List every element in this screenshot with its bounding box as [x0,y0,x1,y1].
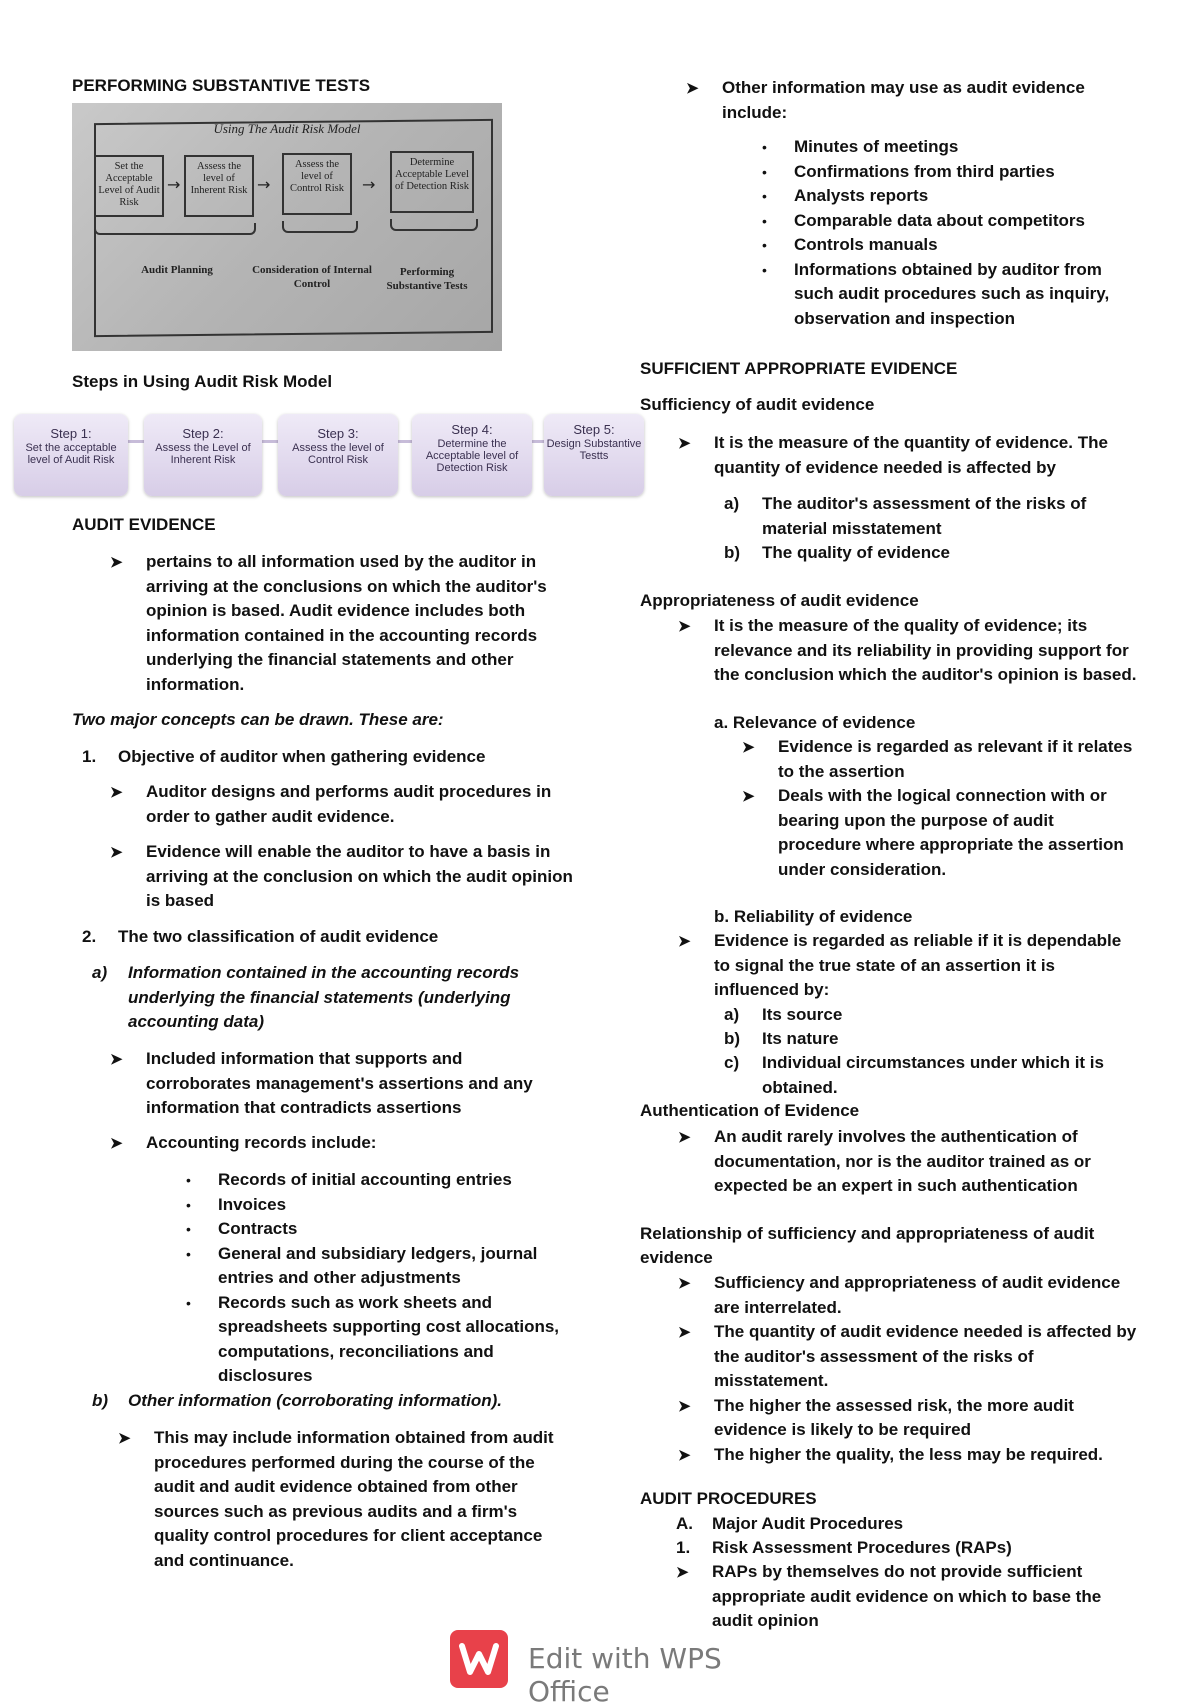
arrow-bullet-icon: ➤ [678,1446,691,1464]
figure-caption: Using The Audit Risk Model [213,121,361,136]
label-a: a) [92,963,108,982]
figure-label-internal-control: Consideration of Internal Control [252,264,372,290]
list-item: Sufficiency and appropriateness of audit evidence are interrelated. [714,1273,1121,1317]
list-item: General and subsidiary ledgers, journal entries and other adjustments [218,1243,538,1287]
relationship-points [678,1271,1148,1467]
authentication-point: ➤ An audit rarely involves the authentication of documentation, nor is the auditor trained as or expected be an expert in such authentication [678,1127,1091,1195]
relevance-point-2: ➤ Deals with the logical connection with or bearing upon the purpose of audit procedure where appropriate the assertion under consideration. [742,786,1124,879]
steps-title: Steps in Using Audit Risk Model [72,372,333,391]
arrow-bullet-icon: ➤ [110,784,123,801]
arrow-bullet-icon: ➤ [742,739,755,756]
list-item: Controls manuals [794,235,938,254]
section-sufficient-evidence: SUFFICIENT APPROPRIATE EVIDENCE [640,359,958,378]
figure-box-inherent-risk: Assess the level of Inherent Risk [184,155,254,217]
classification-a: Information contained in the accounting records underlying the financial statements (underlying accounting data) [128,963,520,1031]
accounting-records-list: • Records of initial accounting entries • Invoices • Contracts • General and subsidiary ledgers, journal entries and other adjustments • Records such as work sheets and spreadsheets supporting cost allocations, computations, reconciliations and disclosures [186,1168,586,1389]
list-item: Records such as work sheets and spreadsheets supporting cost allocations, computations, reconciliations and disclosures [218,1292,560,1385]
arrow-bullet-icon: ➤ [110,1051,123,1068]
sufficiency-title: Sufficiency of audit evidence [640,395,875,414]
major-procedures: Major Audit Procedures [712,1514,904,1533]
arrow-bullet-icon: ➤ [678,1129,691,1146]
list-item: Confirmations from third parties [794,161,1055,181]
appropriateness-title: Appropriateness of audit evidence [640,591,919,610]
section-audit-procedures: AUDIT PROCEDURES [640,1489,817,1508]
reliability-c: Individual circumstances under which it is obtained. [762,1053,1104,1097]
number-1: 1. [676,1538,691,1557]
classification-a-point-2: ➤ Accounting records include: [110,1133,377,1152]
figure-brace [94,223,256,235]
arrow-icon: → [362,175,376,194]
figure-box-detection-risk: Determine Acceptable Level of Detection Risk [390,151,474,213]
arrow-bullet-icon: ➤ [678,1397,691,1415]
arrow-bullet-icon: ➤ [742,788,755,805]
relationship-title: Relationship of sufficiency and appropriateness of audit evidence [640,1224,1095,1267]
list-item: Analysts reports [794,186,929,205]
step-1: Step 1: Set the acceptable level of Audit Risk [14,414,128,496]
arrow-icon: → [257,175,271,194]
classification-b: Other information (corroborating information). [128,1391,502,1410]
figure-box-control-risk: Assess the level of Control Risk [282,153,352,215]
classification-b-point: ➤ This may include information obtained from audit procedures performed during the course of the audit and audit evidence obtained from other sources such as previous audits and a firm's quality control procedures for client acceptance and continuance. [118,1428,554,1570]
figure-brace [390,219,478,231]
list-item: Comparable data about competitors [794,210,1085,230]
authentication-title: Authentication of Evidence [640,1101,860,1120]
relevance-title: a. Relevance of evidence [714,713,916,732]
arrow-bullet-icon: ➤ [678,435,691,452]
label-b: b) [92,1391,109,1410]
concept-1-title: Objective of auditor when gathering evidence [118,747,486,766]
figure-brace [282,221,358,233]
number-2: 2. [82,927,97,946]
step-3: Step 3: Assess the level of Control Risk [278,414,398,496]
label-c: c) [724,1053,740,1072]
step-5: Step 5: Design Substantive Testts [544,414,644,496]
list-item: The higher the assessed risk, the more audit evidence is likely to be required [714,1395,1074,1439]
list-item: The quantity of audit evidence needed is affected by the auditor's assessment of the risks of misstatement. [714,1322,1137,1390]
section-audit-evidence: AUDIT EVIDENCE [72,515,216,534]
arrow-bullet-icon: ➤ [676,1564,689,1581]
page-title: PERFORMING SUBSTANTIVE TESTS [72,76,371,95]
label-b: b) [724,543,741,562]
arrow-bullet-icon: ➤ [678,1275,691,1292]
reliability-a: Its source [762,1005,843,1024]
reliability-b: Its nature [762,1029,839,1048]
concept-1-point-1: ➤ Auditor designs and performs audit procedures in order to gather audit evidence. [110,782,552,826]
list-item: Minutes of meetings [794,137,959,156]
other-info-intro: ➤ Other information may use as audit evidence include: [686,78,1085,122]
list-item: Contracts [218,1219,298,1238]
list-item: The higher the quality, the less may be required. [714,1444,1103,1464]
concept-2-title: The two classification of audit evidence [118,927,439,946]
label-a: a) [724,1005,740,1024]
arrow-bullet-icon: ➤ [686,80,699,97]
list-item: Invoices [218,1194,287,1214]
sufficiency-point: ➤ It is the measure of the quantity of evidence. The quantity of evidence needed is affected by [678,433,1108,477]
label-A: A. [676,1514,693,1533]
arrow-bullet-icon: ➤ [118,1430,131,1447]
step-4: Step 4: Determine the Acceptable level of Detection Risk [412,414,532,496]
other-info-list: • Minutes of meetings • Confirmations from third parties • Analysts reports • Comparable data about competitors • Controls manuals • Informations obtained by auditor from such audit procedures such as inquiry, observation and inspection [762,135,1132,331]
audit-risk-model-figure [72,103,502,351]
appropriateness-point: ➤ It is the measure of the quality of evidence; its relevance and its reliability in providing support for the conclusion which the auditor's opinion is based. [678,616,1137,684]
step-2: Step 2: Assess the Level of Inherent Risk [144,414,262,496]
reliability-title: b. Reliability of evidence [714,907,913,926]
arrow-bullet-icon: ➤ [110,844,123,861]
arrow-bullet-icon: ➤ [678,933,691,950]
wps-watermark[interactable] [450,1630,790,1708]
risk-assessment-procedures: Risk Assessment Procedures (RAPs) [712,1538,1012,1557]
raps-point: ➤ RAPs by themselves do not provide sufficient appropriate audit evidence on which to base the audit opinion [676,1562,1102,1630]
arrow-bullet-icon: ➤ [678,618,691,635]
arrow-bullet-icon: ➤ [110,554,123,571]
arrow-bullet-icon: ➤ [110,1135,123,1152]
number-1: 1. [82,747,97,766]
wps-logo-icon [450,1630,508,1688]
figure-label-planning: Audit Planning [141,264,213,276]
wps-watermark-text: Edit with WPS Office [528,1642,722,1708]
audit-evidence-definition: ➤ pertains to all information used by the auditor in arriving at the conclusions on which the auditor's opinion is based. Audit evidence includes both information contained in the accounting records underlying the financial statements and other information. [110,552,547,694]
arrow-bullet-icon: ➤ [678,1324,691,1341]
two-concepts-heading: Two major concepts can be drawn. These are: [72,710,444,729]
arrow-icon: → [167,175,181,194]
list-item: Informations obtained by auditor from such audit procedures such as inquiry, observation and inspection [794,259,1110,328]
label-a: a) [724,494,740,513]
relevance-point-1: ➤ Evidence is regarded as relevant if it relates to the assertion [742,737,1133,781]
sufficiency-a: The auditor's assessment of the risks of material misstatement [762,494,1087,538]
list-item: Records of initial accounting entries [218,1170,512,1189]
concept-1-point-2: ➤ Evidence will enable the auditor to have a basis in arriving at the conclusion on which the audit opinion is based [110,842,573,910]
sufficiency-b: The quality of evidence [762,543,950,562]
figure-label-substantive: Performing Substantive Tests [386,266,468,292]
figure-box-audit-risk: Set the Acceptable Level of Audit Risk [94,155,164,217]
label-b: b) [724,1029,741,1048]
classification-a-point-1: ➤ Included information that supports and corroborates management's assertions and any information that contradicts assertions [110,1049,533,1117]
reliability-point: ➤ Evidence is regarded as reliable if it is dependable to signal the true state of an assertion it is influenced by: [678,931,1122,999]
